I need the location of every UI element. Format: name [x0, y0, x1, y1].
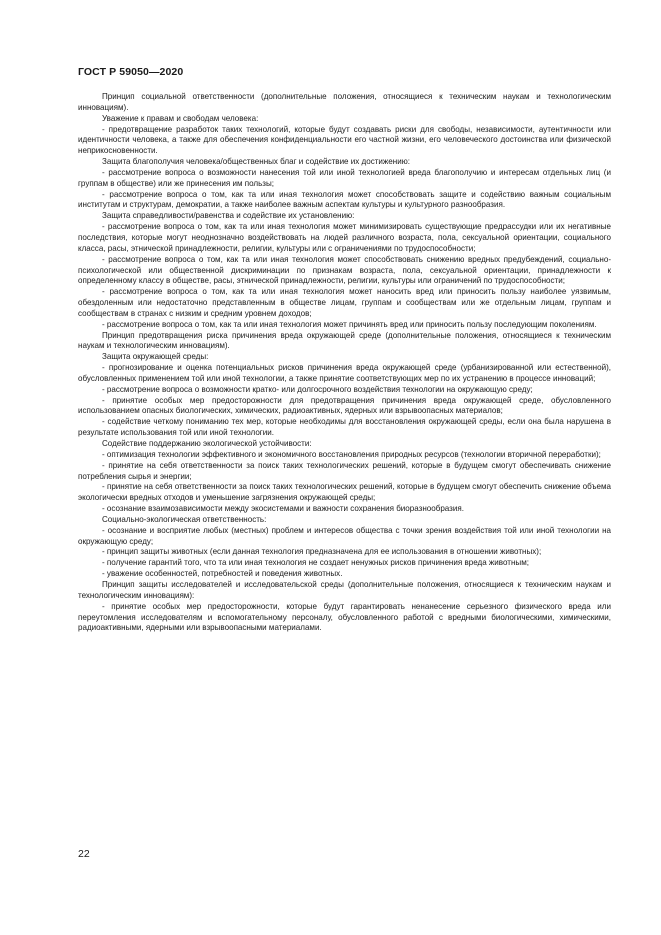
paragraph: - принцип защиты животных (если данная технология предназначена для ее использования в отношении животных); — [102, 547, 542, 557]
paragraph: - принятие особых мер предосторожности для предотвращения причинения вреда окружающей среде, обусловленного использованием опасных биологических, химических, радиоактивных, ядерных или взрывоопасных материалов; — [78, 395, 611, 416]
paragraph: - рассмотрение вопроса о возможности кратко- или долгосрочного воздействия технологии на окружающую среду; — [102, 384, 533, 394]
paragraph: - предотвращение разработок таких технологий, которые будут создавать риски для свободы, независимости, аутентичности или идентичности человека, а также для обеспечения конфиденциальности его частной жизни, его человеческого достоинства или физической неприкосновенности. — [78, 124, 611, 156]
paragraph: - уважение особенностей, потребностей и поведения животных. — [102, 569, 343, 579]
paragraph: - принятие особых мер предосторожности, которые будут гарантировать ненанесение серьезного физического вреда или переутомления исследователям и вспомогательному персоналу, обусловленного работой с вредными биологическими, химическими, радиоактивными, ядерными или взрывоопасными материалами. — [78, 601, 611, 633]
paragraph: - оптимизация технологии эффективного и экономичного восстановления природных ресурсов (технологии вторичной переработки); — [102, 449, 601, 459]
document-header: ГОСТ Р 59050—2020 — [78, 66, 184, 78]
paragraph: Защита благополучия человека/общественных благ и содействие их достижению: — [102, 157, 410, 167]
paragraph: - принятие на себя ответственности за поиск таких технологических решений, которые в будущем смогут обеспечить снижение объема экологически вредных отходов и уменьшение загрязнения окружающей среды; — [78, 482, 611, 503]
paragraph: Защита справедливости/равенства и содействие их установлению: — [102, 211, 355, 221]
paragraph: - рассмотрение вопроса о том, как та или иная технология может причинять вред или приносить пользу последующим поколениям. — [102, 319, 597, 329]
paragraph: - прогнозирование и оценка потенциальных рисков причинения вреда окружающей среде (урбанизированной или естественной), обусловленных применением той или иной технологии, а также принятие соответствующих мер по их устранению в процессе инноваций; — [78, 363, 611, 383]
paragraph: - содействие четкому пониманию тех мер, которые необходимы для восстановления окружающей среды, если она была нарушена в результате использования той или иной технологии. — [78, 417, 611, 438]
paragraph: - получение гарантий того, что та или иная технология не создает ненужных рисков причинения вреда животным; — [102, 558, 529, 568]
paragraph: - рассмотрение вопроса о том, как та или иная технология может способствовать снижению вредных предубеждений, социально-психологической или общественной дискриминации по признакам возраста, пола, сексуальной ориентации, принадлежности к определенному классу в обществе, расы, этнической принадлежности, религии, культуры или ограничений по трудоспособности; — [78, 254, 611, 286]
body-text — [78, 92, 611, 634]
paragraph: Принцип защиты исследователей и исследовательской среды (дополнительные положения, относящиеся к техническим наукам и технологическим инновациям): — [78, 579, 611, 600]
paragraph: - принятие на себя ответственности за поиск таких технологических решений, которые в будущем смогут обеспечивать снижение потребления сырья и энергии; — [78, 460, 611, 481]
paragraph: Уважение к правам и свободам человека: — [102, 113, 259, 123]
paragraph: - осознание взаимозависимости между экосистемами и важности сохранения биоразнообразия. — [102, 504, 464, 514]
paragraph: - осознание и восприятие любых (местных) проблем и интересов общества с точки зрения воздействия той или иной технологии на окружающую среду; — [78, 525, 611, 546]
page-number: 22 — [78, 848, 90, 860]
paragraph: Принцип предотвращения риска причинения вреда окружающей среде (дополнительные положения, относящиеся к техническим наукам и технологическим инновациям). — [78, 330, 611, 351]
paragraph: Защита окружающей среды: — [102, 352, 209, 362]
paragraph: - рассмотрение вопроса о том, как та или иная технология может наносить вред или приносить пользу наиболее уязвимым, обездоленным или недостаточно представленным в обществе лицам, группам и сообществам или же отдельным лицам, группам и сообществам в странах с низким и средним уровнем доходов; — [78, 287, 611, 318]
paragraph: - рассмотрение вопроса о том, как та или иная технология может способствовать защите и содействию важным социальным институтам и структурам, демократии, а также наиболее важным аспектам культуры и культурного разнообразия. — [78, 189, 611, 210]
paragraph: Принцип социальной ответственности (дополнительные положения, относящиеся к техническим наукам и технологическим инновациям). — [78, 92, 611, 112]
paragraph: Содействие поддержанию экологической устойчивости: — [102, 439, 312, 448]
paragraph: Социально-экологическая ответственность: — [102, 514, 267, 524]
paragraph: - рассмотрение вопроса о том, как та или иная технология может минимизировать существующие предрассудки или их негативные последствия, которые могут неоднозначно воздействовать на людей различного возраста, пола, сексуальной ориентации, социального класса, расы, этнической принадлежности, религии, культуры или с ограничениями по трудоспособности; — [78, 222, 611, 253]
paragraph: - рассмотрение вопроса о возможности нанесения той или иной технологией вреда благополучию и интересам отдельных лиц (и группам в обществе) или же принесения им пользы; — [78, 167, 611, 188]
